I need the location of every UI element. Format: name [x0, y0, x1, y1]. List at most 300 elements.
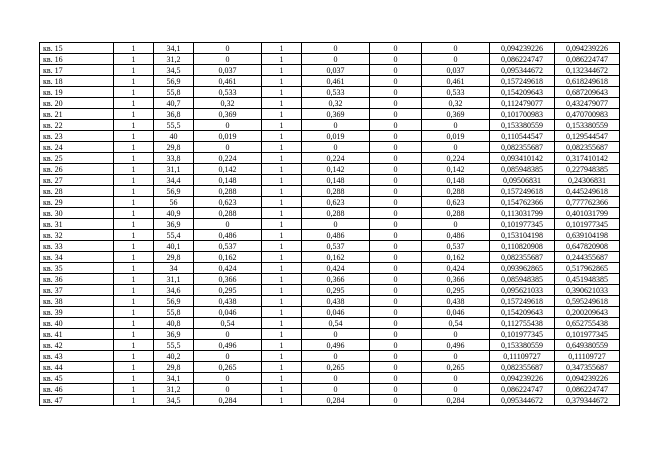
zero-cell: 0: [370, 241, 422, 252]
value2-cell: 0: [302, 43, 370, 54]
count-cell: 1: [114, 252, 154, 263]
value-cell: 0,037: [194, 65, 262, 76]
total-cell: 0,153380559: [555, 120, 620, 131]
coef-cell: 1: [262, 241, 302, 252]
table-row: [40, 230, 620, 241]
value2-cell: 0: [302, 329, 370, 340]
zero-cell: 0: [370, 208, 422, 219]
value3-cell: 0,288: [422, 208, 490, 219]
area-cell: 31,1: [154, 164, 194, 175]
value3-cell: 0: [422, 219, 490, 230]
apartment-cell: кв. 40: [40, 318, 114, 329]
table-row: [40, 340, 620, 351]
total-cell: 0,618249618: [555, 76, 620, 87]
zero-cell: 0: [370, 230, 422, 241]
coef-cell: 1: [262, 109, 302, 120]
table-row: [40, 197, 620, 208]
area-cell: 31,1: [154, 274, 194, 285]
value2-cell: 0,54: [302, 318, 370, 329]
value2-cell: 0,037: [302, 65, 370, 76]
share-cell: 0,153104198: [490, 230, 555, 241]
total-cell: 0,451948385: [555, 274, 620, 285]
value-cell: 0,32: [194, 98, 262, 109]
table-row: [40, 175, 620, 186]
value-cell: 0,295: [194, 285, 262, 296]
count-cell: 1: [114, 384, 154, 395]
value3-cell: 0,284: [422, 395, 490, 406]
total-cell: 0,517962865: [555, 263, 620, 274]
area-cell: 55,8: [154, 87, 194, 98]
value2-cell: 0,369: [302, 109, 370, 120]
area-cell: 36,9: [154, 329, 194, 340]
share-cell: 0,112755438: [490, 318, 555, 329]
share-cell: 0,095621033: [490, 285, 555, 296]
count-cell: 1: [114, 142, 154, 153]
value3-cell: 0,461: [422, 76, 490, 87]
coef-cell: 1: [262, 219, 302, 230]
total-cell: 0,101977345: [555, 219, 620, 230]
table-row: [40, 318, 620, 329]
total-cell: 0,777762366: [555, 197, 620, 208]
data-table: [39, 42, 620, 406]
apartment-cell: кв. 24: [40, 142, 114, 153]
table-row: [40, 142, 620, 153]
table-row: [40, 43, 620, 54]
apartment-cell: кв. 26: [40, 164, 114, 175]
zero-cell: 0: [370, 87, 422, 98]
value-cell: 0,148: [194, 175, 262, 186]
area-cell: 40,9: [154, 208, 194, 219]
area-cell: 36,8: [154, 109, 194, 120]
share-cell: 0,094239226: [490, 43, 555, 54]
table-row: [40, 395, 620, 406]
value3-cell: 0: [422, 329, 490, 340]
table-row: [40, 285, 620, 296]
value3-cell: 0,148: [422, 175, 490, 186]
zero-cell: 0: [370, 76, 422, 87]
apartment-cell: кв. 36: [40, 274, 114, 285]
count-cell: 1: [114, 373, 154, 384]
area-cell: 40,2: [154, 351, 194, 362]
zero-cell: 0: [370, 373, 422, 384]
total-cell: 0,086224747: [555, 54, 620, 65]
count-cell: 1: [114, 164, 154, 175]
zero-cell: 0: [370, 307, 422, 318]
value-cell: 0,54: [194, 318, 262, 329]
table-row: [40, 65, 620, 76]
share-cell: 0,094239226: [490, 373, 555, 384]
table-row: [40, 87, 620, 98]
zero-cell: 0: [370, 98, 422, 109]
apartment-cell: кв. 41: [40, 329, 114, 340]
table-row: [40, 109, 620, 120]
area-cell: 34,5: [154, 65, 194, 76]
value-cell: 0,461: [194, 76, 262, 87]
area-cell: 55,8: [154, 307, 194, 318]
value2-cell: 0,623: [302, 197, 370, 208]
count-cell: 1: [114, 175, 154, 186]
total-cell: 0,129544547: [555, 131, 620, 142]
zero-cell: 0: [370, 175, 422, 186]
value-cell: 0,288: [194, 208, 262, 219]
value3-cell: 0,046: [422, 307, 490, 318]
count-cell: 1: [114, 120, 154, 131]
apartment-cell: кв. 34: [40, 252, 114, 263]
value3-cell: 0,224: [422, 153, 490, 164]
count-cell: 1: [114, 395, 154, 406]
total-cell: 0,639104198: [555, 230, 620, 241]
share-cell: 0,157249618: [490, 76, 555, 87]
area-cell: 34,6: [154, 285, 194, 296]
zero-cell: 0: [370, 318, 422, 329]
value2-cell: 0,019: [302, 131, 370, 142]
value3-cell: 0: [422, 373, 490, 384]
value2-cell: 0: [302, 142, 370, 153]
value2-cell: 0: [302, 384, 370, 395]
value2-cell: 0: [302, 54, 370, 65]
zero-cell: 0: [370, 197, 422, 208]
value3-cell: 0,366: [422, 274, 490, 285]
apartment-cell: кв. 19: [40, 87, 114, 98]
value2-cell: 0,288: [302, 186, 370, 197]
area-cell: 40: [154, 131, 194, 142]
coef-cell: 1: [262, 54, 302, 65]
area-cell: 34,5: [154, 395, 194, 406]
share-cell: 0,085948385: [490, 274, 555, 285]
coef-cell: 1: [262, 362, 302, 373]
apartment-cell: кв. 30: [40, 208, 114, 219]
value-cell: 0: [194, 329, 262, 340]
value2-cell: 0,284: [302, 395, 370, 406]
total-cell: 0,244355687: [555, 252, 620, 263]
total-cell: 0,200209643: [555, 307, 620, 318]
total-cell: 0,401031799: [555, 208, 620, 219]
value2-cell: 0: [302, 373, 370, 384]
apartment-cell: кв. 45: [40, 373, 114, 384]
value-cell: 0,438: [194, 296, 262, 307]
apartment-cell: кв. 47: [40, 395, 114, 406]
count-cell: 1: [114, 186, 154, 197]
total-cell: 0,390621033: [555, 285, 620, 296]
table-row: [40, 54, 620, 65]
zero-cell: 0: [370, 120, 422, 131]
count-cell: 1: [114, 98, 154, 109]
coef-cell: 1: [262, 285, 302, 296]
table-row: [40, 351, 620, 362]
value3-cell: 0,424: [422, 263, 490, 274]
value3-cell: 0: [422, 351, 490, 362]
coef-cell: 1: [262, 87, 302, 98]
value3-cell: 0,496: [422, 340, 490, 351]
zero-cell: 0: [370, 219, 422, 230]
coef-cell: 1: [262, 120, 302, 131]
value-cell: 0,162: [194, 252, 262, 263]
table-row: [40, 274, 620, 285]
value2-cell: 0,295: [302, 285, 370, 296]
apartment-cell: кв. 37: [40, 285, 114, 296]
table-row: [40, 241, 620, 252]
value3-cell: 0,369: [422, 109, 490, 120]
share-cell: 0,154762366: [490, 197, 555, 208]
table-row: [40, 131, 620, 142]
count-cell: 1: [114, 87, 154, 98]
area-cell: 29,8: [154, 362, 194, 373]
table-row: [40, 263, 620, 274]
area-cell: 29,8: [154, 252, 194, 263]
zero-cell: 0: [370, 142, 422, 153]
coef-cell: 1: [262, 175, 302, 186]
total-cell: 0,11109727: [555, 351, 620, 362]
value-cell: 0,284: [194, 395, 262, 406]
total-cell: 0,595249618: [555, 296, 620, 307]
value2-cell: 0: [302, 351, 370, 362]
value2-cell: 0,142: [302, 164, 370, 175]
apartment-cell: кв. 39: [40, 307, 114, 318]
table-row: [40, 219, 620, 230]
value-cell: 0: [194, 54, 262, 65]
share-cell: 0,082355687: [490, 252, 555, 263]
apartment-cell: кв. 43: [40, 351, 114, 362]
value3-cell: 0: [422, 142, 490, 153]
share-cell: 0,086224747: [490, 54, 555, 65]
value3-cell: 0: [422, 54, 490, 65]
coef-cell: 1: [262, 164, 302, 175]
apartment-cell: кв. 33: [40, 241, 114, 252]
table-row: [40, 373, 620, 384]
count-cell: 1: [114, 43, 154, 54]
table-row: [40, 208, 620, 219]
count-cell: 1: [114, 274, 154, 285]
area-cell: 34: [154, 263, 194, 274]
zero-cell: 0: [370, 164, 422, 175]
area-cell: 34,1: [154, 43, 194, 54]
table-row: [40, 307, 620, 318]
value3-cell: 0,288: [422, 186, 490, 197]
share-cell: 0,095344672: [490, 395, 555, 406]
value2-cell: 0,537: [302, 241, 370, 252]
apartment-cell: кв. 31: [40, 219, 114, 230]
zero-cell: 0: [370, 263, 422, 274]
zero-cell: 0: [370, 395, 422, 406]
total-cell: 0,652755438: [555, 318, 620, 329]
value3-cell: 0,32: [422, 98, 490, 109]
share-cell: 0,157249618: [490, 296, 555, 307]
value3-cell: 0,162: [422, 252, 490, 263]
apartment-cell: кв. 25: [40, 153, 114, 164]
share-cell: 0,082355687: [490, 362, 555, 373]
count-cell: 1: [114, 307, 154, 318]
count-cell: 1: [114, 351, 154, 362]
value3-cell: 0: [422, 43, 490, 54]
coef-cell: 1: [262, 197, 302, 208]
total-cell: 0,094239226: [555, 43, 620, 54]
share-cell: 0,113031799: [490, 208, 555, 219]
coef-cell: 1: [262, 65, 302, 76]
area-cell: 56,9: [154, 186, 194, 197]
coef-cell: 1: [262, 43, 302, 54]
count-cell: 1: [114, 318, 154, 329]
value2-cell: 0: [302, 120, 370, 131]
value3-cell: 0,623: [422, 197, 490, 208]
total-cell: 0,317410142: [555, 153, 620, 164]
value3-cell: 0,533: [422, 87, 490, 98]
share-cell: 0,093962865: [490, 263, 555, 274]
value2-cell: 0,046: [302, 307, 370, 318]
total-cell: 0,086224747: [555, 384, 620, 395]
coef-cell: 1: [262, 274, 302, 285]
count-cell: 1: [114, 362, 154, 373]
apartment-cell: кв. 27: [40, 175, 114, 186]
zero-cell: 0: [370, 340, 422, 351]
share-cell: 0,157249618: [490, 186, 555, 197]
table-row: [40, 153, 620, 164]
area-cell: 56: [154, 197, 194, 208]
total-cell: 0,649380559: [555, 340, 620, 351]
zero-cell: 0: [370, 329, 422, 340]
share-cell: 0,101700983: [490, 109, 555, 120]
apartment-cell: кв. 23: [40, 131, 114, 142]
value-cell: 0: [194, 120, 262, 131]
share-cell: 0,101977345: [490, 329, 555, 340]
share-cell: 0,11109727: [490, 351, 555, 362]
apartment-cell: кв. 44: [40, 362, 114, 373]
value3-cell: 0,142: [422, 164, 490, 175]
value-cell: 0,265: [194, 362, 262, 373]
value-cell: 0: [194, 373, 262, 384]
count-cell: 1: [114, 54, 154, 65]
count-cell: 1: [114, 340, 154, 351]
area-cell: 55,5: [154, 340, 194, 351]
table-row: [40, 384, 620, 395]
apartment-cell: кв. 38: [40, 296, 114, 307]
share-cell: 0,085948385: [490, 164, 555, 175]
value2-cell: 0,148: [302, 175, 370, 186]
zero-cell: 0: [370, 186, 422, 197]
value2-cell: 0,486: [302, 230, 370, 241]
count-cell: 1: [114, 219, 154, 230]
value3-cell: 0,295: [422, 285, 490, 296]
area-cell: 56,9: [154, 76, 194, 87]
value-cell: 0,142: [194, 164, 262, 175]
coef-cell: 1: [262, 230, 302, 241]
coef-cell: 1: [262, 186, 302, 197]
area-cell: 40,7: [154, 98, 194, 109]
coef-cell: 1: [262, 76, 302, 87]
value2-cell: 0,496: [302, 340, 370, 351]
table-row: [40, 164, 620, 175]
count-cell: 1: [114, 109, 154, 120]
table-row: [40, 186, 620, 197]
share-cell: 0,110544547: [490, 131, 555, 142]
value3-cell: 0,265: [422, 362, 490, 373]
value-cell: 0,288: [194, 186, 262, 197]
value2-cell: 0,265: [302, 362, 370, 373]
share-cell: 0,086224747: [490, 384, 555, 395]
coef-cell: 1: [262, 340, 302, 351]
share-cell: 0,101977345: [490, 219, 555, 230]
table-row: [40, 252, 620, 263]
apartment-cell: кв. 29: [40, 197, 114, 208]
share-cell: 0,110820908: [490, 241, 555, 252]
zero-cell: 0: [370, 65, 422, 76]
value-cell: 0,533: [194, 87, 262, 98]
table-row: [40, 76, 620, 87]
total-cell: 0,24306831: [555, 175, 620, 186]
coef-cell: 1: [262, 296, 302, 307]
area-cell: 33,8: [154, 153, 194, 164]
total-cell: 0,082355687: [555, 142, 620, 153]
area-cell: 34,1: [154, 373, 194, 384]
coef-cell: 1: [262, 384, 302, 395]
count-cell: 1: [114, 76, 154, 87]
total-cell: 0,132344672: [555, 65, 620, 76]
value-cell: 0,369: [194, 109, 262, 120]
coef-cell: 1: [262, 98, 302, 109]
total-cell: 0,432479077: [555, 98, 620, 109]
total-cell: 0,379344672: [555, 395, 620, 406]
zero-cell: 0: [370, 362, 422, 373]
value-cell: 0,224: [194, 153, 262, 164]
area-cell: 34,4: [154, 175, 194, 186]
table-row: [40, 296, 620, 307]
value3-cell: 0,537: [422, 241, 490, 252]
area-cell: 31,2: [154, 54, 194, 65]
total-cell: 0,445249618: [555, 186, 620, 197]
apartment-cell: кв. 16: [40, 54, 114, 65]
share-cell: 0,093410142: [490, 153, 555, 164]
area-cell: 56,9: [154, 296, 194, 307]
share-cell: 0,095344672: [490, 65, 555, 76]
value3-cell: 0,037: [422, 65, 490, 76]
value2-cell: 0: [302, 219, 370, 230]
apartment-cell: кв. 17: [40, 65, 114, 76]
value3-cell: 0,438: [422, 296, 490, 307]
count-cell: 1: [114, 65, 154, 76]
zero-cell: 0: [370, 131, 422, 142]
value-cell: 0,366: [194, 274, 262, 285]
share-cell: 0,154209643: [490, 307, 555, 318]
count-cell: 1: [114, 208, 154, 219]
apartment-cell: кв. 42: [40, 340, 114, 351]
coef-cell: 1: [262, 318, 302, 329]
zero-cell: 0: [370, 274, 422, 285]
coef-cell: 1: [262, 351, 302, 362]
apartment-cell: кв. 32: [40, 230, 114, 241]
apartment-cell: кв. 22: [40, 120, 114, 131]
area-cell: 40,8: [154, 318, 194, 329]
count-cell: 1: [114, 329, 154, 340]
coef-cell: 1: [262, 208, 302, 219]
value-cell: 0,486: [194, 230, 262, 241]
share-cell: 0,082355687: [490, 142, 555, 153]
zero-cell: 0: [370, 153, 422, 164]
total-cell: 0,101977345: [555, 329, 620, 340]
count-cell: 1: [114, 197, 154, 208]
coef-cell: 1: [262, 373, 302, 384]
apartment-cell: кв. 46: [40, 384, 114, 395]
count-cell: 1: [114, 263, 154, 274]
zero-cell: 0: [370, 285, 422, 296]
count-cell: 1: [114, 230, 154, 241]
share-cell: 0,09506831: [490, 175, 555, 186]
table-row: [40, 362, 620, 373]
value-cell: 0,537: [194, 241, 262, 252]
coef-cell: 1: [262, 153, 302, 164]
total-cell: 0,687209643: [555, 87, 620, 98]
coef-cell: 1: [262, 131, 302, 142]
area-cell: 40,1: [154, 241, 194, 252]
coef-cell: 1: [262, 307, 302, 318]
